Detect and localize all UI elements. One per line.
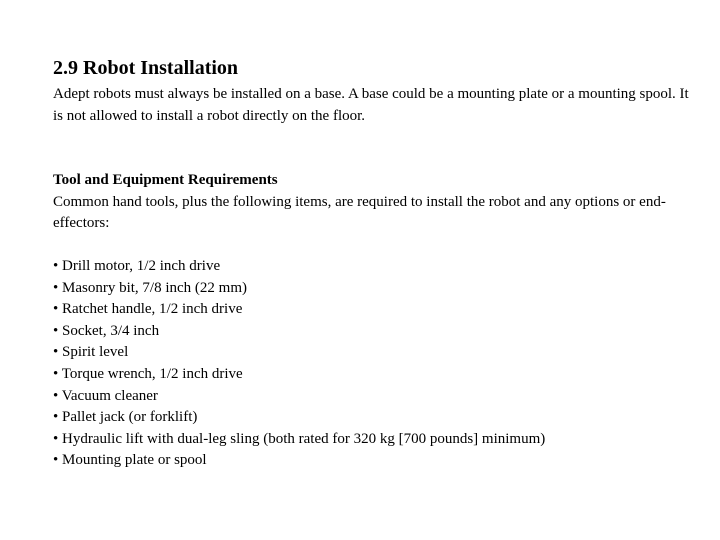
list-item: • Masonry bit, 7/8 inch (22 mm) xyxy=(53,279,247,296)
requirements-list xyxy=(53,256,693,472)
list-item: • Torque wrench, 1/2 inch drive xyxy=(53,365,243,382)
section-heading: Tool and Equipment Requirements xyxy=(53,172,278,188)
list-item: • Spirit level xyxy=(53,344,129,361)
list-item: • Pallet jack (or forklift) xyxy=(53,409,198,426)
section-paragraph: Common hand tools, plus the following items, are required to install the robot and any options or end-effectors: xyxy=(53,193,666,231)
list-item: • Hydraulic lift with dual-leg sling (both rated for 320 kg [700 pounds] minimum) xyxy=(53,430,546,447)
list-item: • Vacuum cleaner xyxy=(53,387,158,404)
list-item: • Ratchet handle, 1/2 inch drive xyxy=(53,301,243,318)
list-item: • Drill motor, 1/2 inch drive xyxy=(53,258,221,274)
slide-content xyxy=(53,56,693,472)
intro-paragraph: Adept robots must always be installed on a base. A base could be a mounting plate or a mounting spool. It is not allowed to install a robot directly on the floor. xyxy=(53,86,689,124)
list-item: • Socket, 3/4 inch xyxy=(53,322,160,339)
page-title: 2.9 Robot Installation xyxy=(53,57,239,79)
list-item: • Mounting plate or spool xyxy=(53,452,207,469)
